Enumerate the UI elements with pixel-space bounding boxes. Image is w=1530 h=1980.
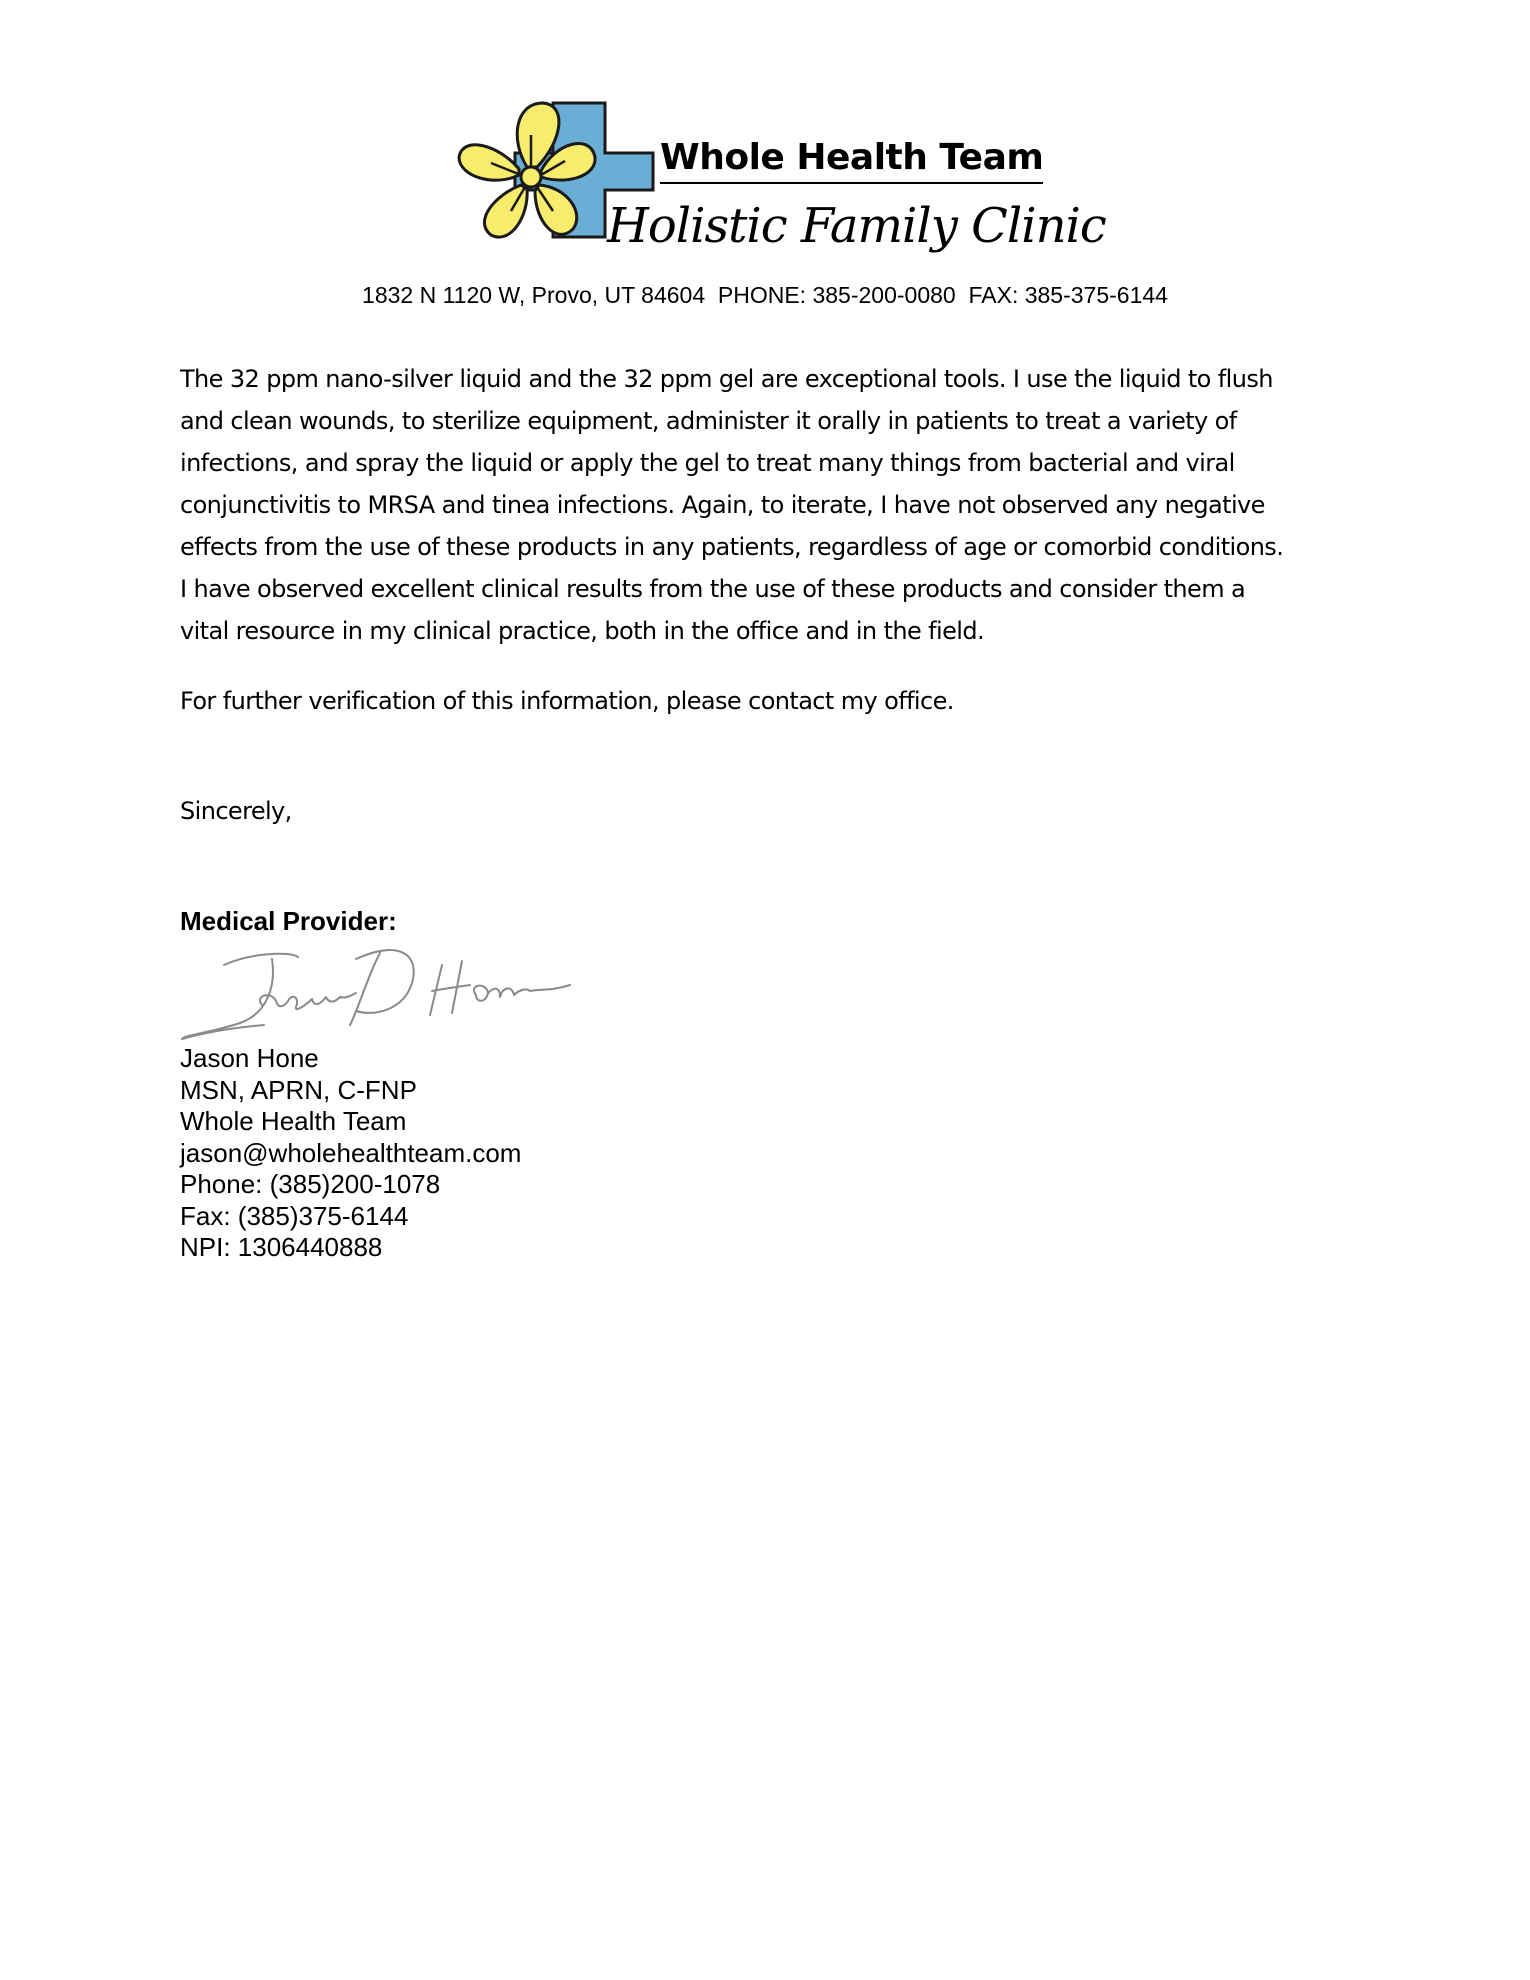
provider-label: Medical Provider:: [180, 906, 397, 936]
body-line: vital resource in my clinical practice, both in the office and in the field.: [180, 617, 984, 645]
provider-signature-block: [180, 1043, 521, 1264]
body-line: I have observed excellent clinical results from the use of these products and consider them a: [180, 575, 1246, 603]
body-line: and clean wounds, to sterilize equipment, administer it orally in patients to treat a variety of: [180, 407, 1237, 435]
provider-npi: NPI: 1306440888: [180, 1232, 383, 1262]
signature-icon: [180, 935, 600, 1045]
provider-name: Jason Hone: [180, 1043, 319, 1073]
body-line: infections, and spray the liquid or apply the gel to treat many things from bacterial and viral: [180, 449, 1235, 477]
clinic-name: Holistic Family Clinic: [607, 198, 1106, 254]
letterhead: [455, 95, 1106, 275]
body-line: effects from the use of these products in any patients, regardless of age or comorbid conditions.: [180, 533, 1284, 561]
letter-body: [180, 358, 1360, 652]
contact-line: 1832 N 1120 W, Provo, UT 84604 PHONE: 385-200-0080 FAX: 385-375-6144: [362, 282, 1168, 308]
provider-credentials: MSN, APRN, C-FNP: [180, 1074, 417, 1105]
provider-fax: Fax: (385)375-6144: [180, 1200, 409, 1231]
body-line: conjunctivitis to MRSA and tinea infections. Again, to iterate, I have not observed any negative: [180, 491, 1265, 519]
body-line: The 32 ppm nano-silver liquid and the 32 ppm gel are exceptional tools. I use the liquid to flush: [180, 365, 1273, 393]
closing: Sincerely,: [180, 797, 292, 825]
verification-paragraph: For further verification of this information, please contact my office.: [180, 687, 954, 715]
org-name: Whole Health Team: [660, 137, 1043, 184]
provider-organization: Whole Health Team: [180, 1106, 407, 1136]
provider-email: jason@wholehealthteam.com: [180, 1137, 522, 1168]
provider-phone: Phone: (385)200-1078: [180, 1169, 441, 1199]
